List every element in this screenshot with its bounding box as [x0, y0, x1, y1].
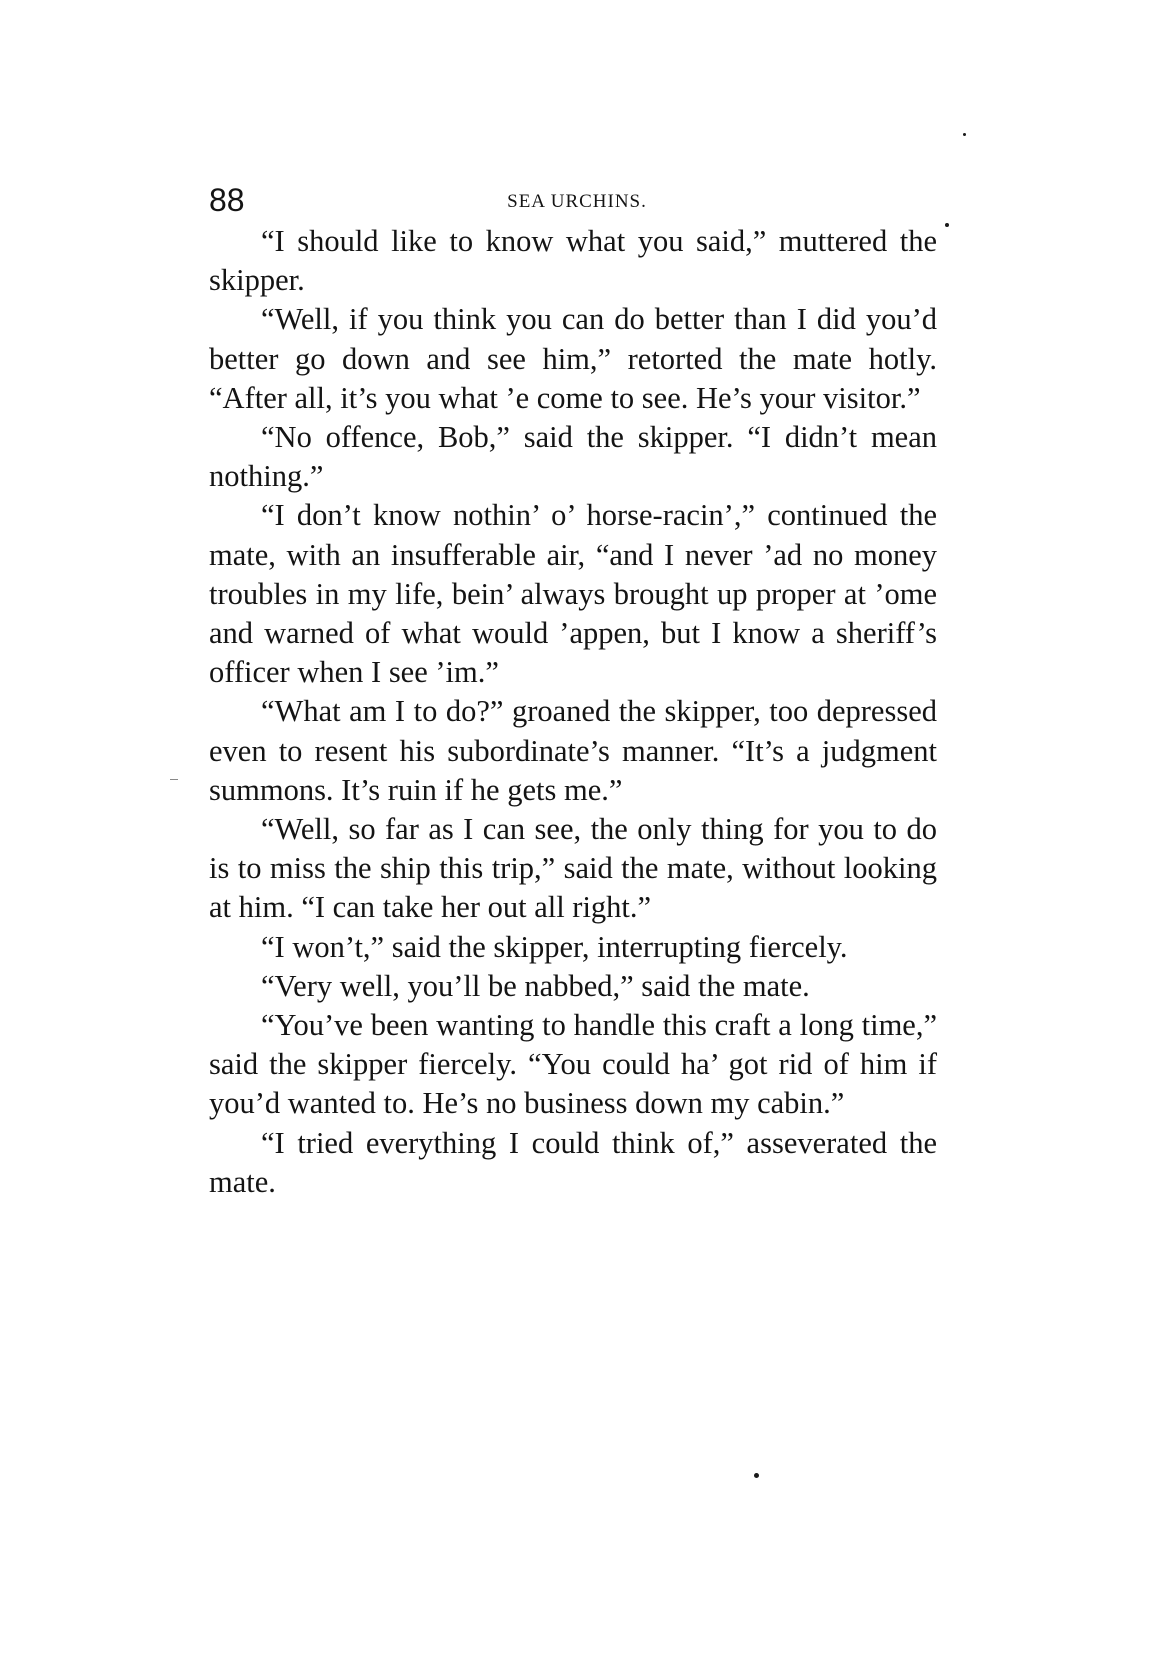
paragraph: “You’ve been wanting to handle this craft a long time,” said the skipper fiercely. “You could ha’ got rid of him if you’d wanted to. He’s no business down my cabin.”	[209, 1008, 937, 1121]
body-text	[209, 222, 937, 1202]
print-speck	[945, 223, 949, 227]
print-speck	[170, 779, 178, 780]
paragraph: “Well, so far as I can see, the only thing for you to do is to miss the ship this trip,” said the mate, without looking at him. “I can take her out all right.”	[209, 812, 937, 925]
paragraph: “Very well, you’ll be nabbed,” said the mate.	[261, 968, 810, 1003]
print-speck	[754, 1473, 759, 1478]
running-head: SEA URCHINS.	[507, 191, 647, 212]
page-number: 88	[209, 182, 245, 218]
paragraph: “No offence, Bob,” said the skipper. “I didn’t mean nothing.”	[209, 420, 937, 494]
print-speck	[963, 133, 966, 136]
paragraph: “I don’t know nothin’ o’ horse-racin’,” continued the mate, with an insufferable air, “and I never ’ad no money troubles in my life, bein’ always brought up proper at ’ome and warned of what would ’appen, but I know a sheriff’s officer when I see ’im.”	[209, 498, 937, 690]
paragraph: “I tried everything I could think of,” asseverated the mate.	[209, 1125, 937, 1199]
paragraph: “I won’t,” said the skipper, interrupting fiercely.	[261, 929, 848, 964]
paragraph: “I should like to know what you said,” muttered the skipper.	[209, 224, 937, 298]
paragraph: “What am I to do?” groaned the skipper, too depressed even to resent his subordinate’s manner. “It’s a judgment summons. It’s ruin if he gets me.”	[209, 694, 937, 807]
paragraph: “Well, if you think you can do better than I did you’d better go down and see him,” retorted the mate hotly. “After all, it’s you what ’e come to see. He’s your visitor.”	[209, 302, 937, 415]
